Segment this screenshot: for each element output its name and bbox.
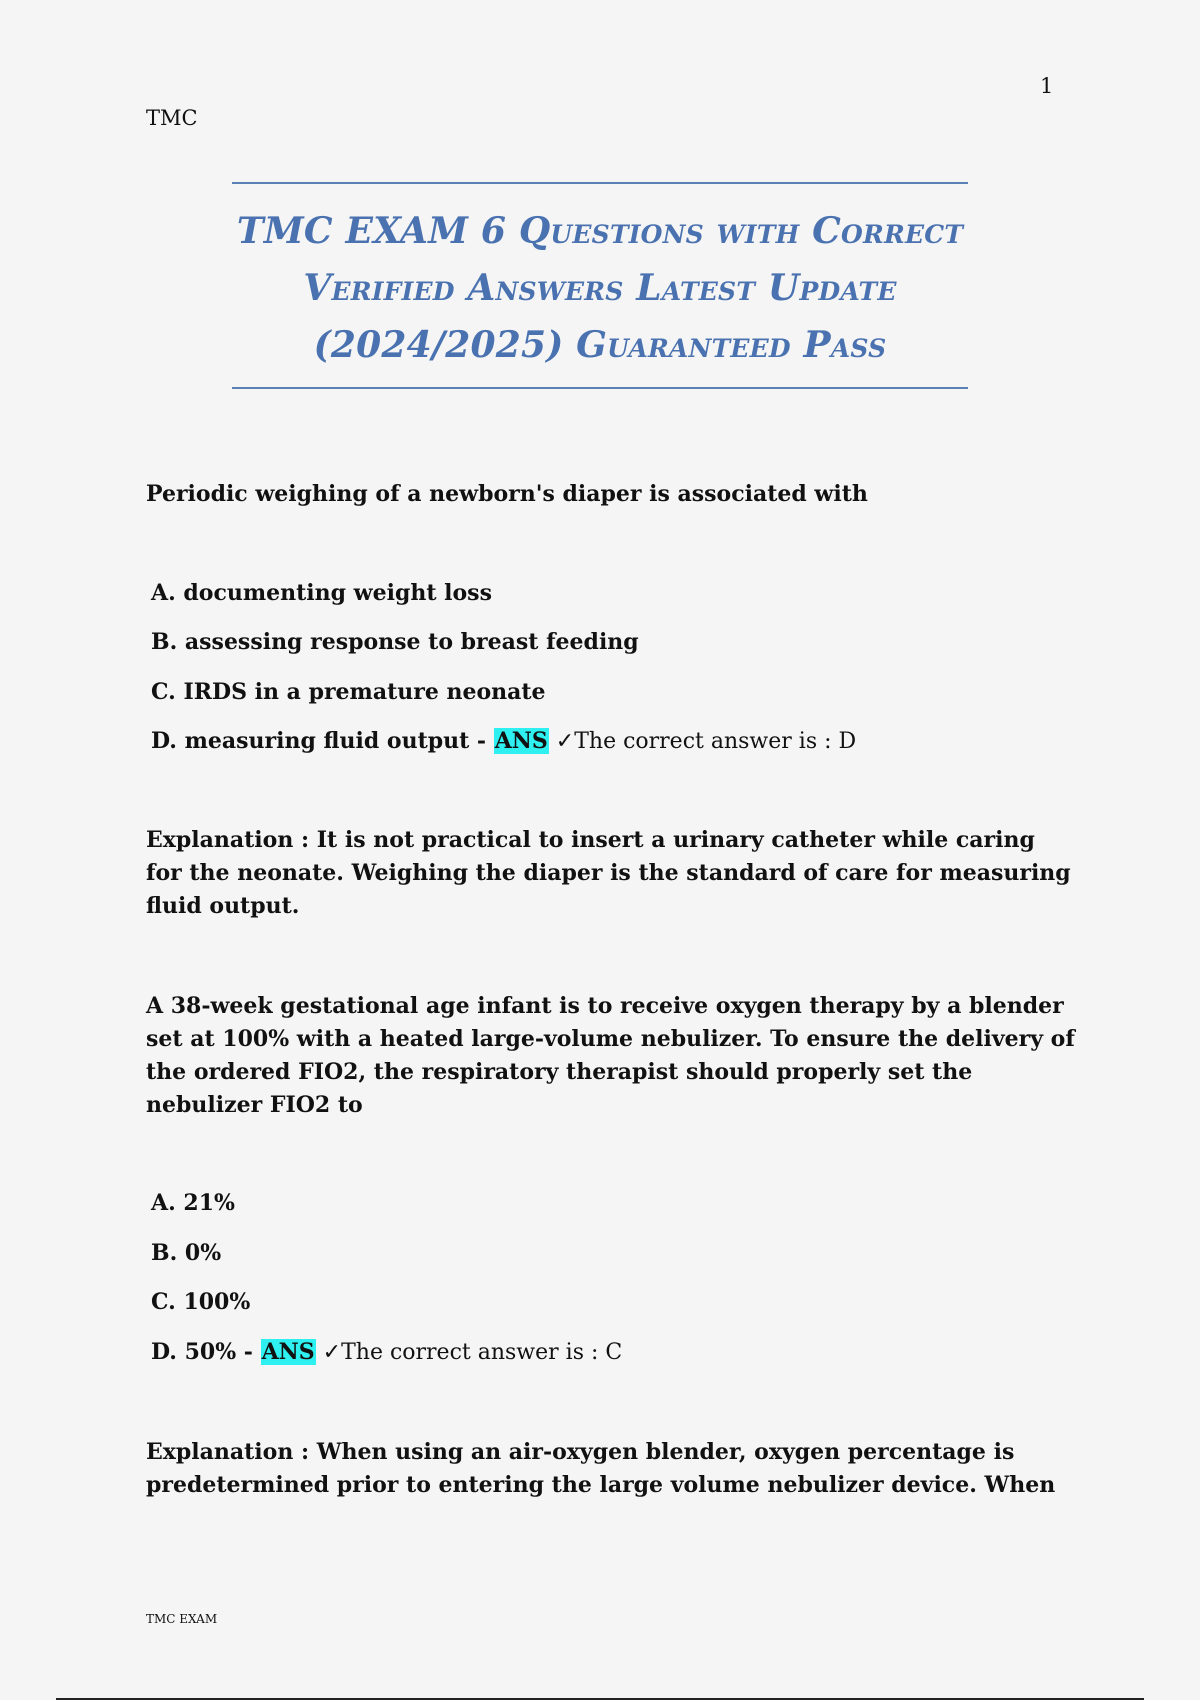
question-1-explanation: Explanation : It is not practical to insert a urinary catheter while caring for the neonate. Weighing the diaper is the standard of care for measuring fluid output.: [146, 827, 1071, 919]
question-2-stem: A 38-week gestational age infant is to receive oxygen therapy by a blender set at 100% with a heated large-volume nebulizer. To ensure the delivery of the ordered FIO2, the respiratory therapist should properly set the nebulizer FIO2 to: [146, 993, 1075, 1118]
question-1-option-c: C. IRDS in a premature neonate: [151, 679, 546, 705]
question-2-explanation: Explanation : When using an air-oxygen blender, oxygen percentage is predetermined prior to entering the large volume nebulizer device. When: [146, 1439, 1056, 1498]
title-bottom-rule: [232, 387, 968, 389]
title-line-2: Verified Answers Latest Update: [303, 267, 897, 309]
answer-badge: ANS: [494, 728, 548, 754]
question-2-option-c: C. 100%: [151, 1289, 251, 1315]
question-1-option-a: A. documenting weight loss: [151, 580, 492, 606]
question-1-option-d-text: D. measuring fluid output -: [151, 728, 494, 754]
question-2-option-a: A. 21%: [151, 1190, 235, 1216]
answer-text: ✓The correct answer is : C: [315, 1340, 623, 1365]
page-number: 1: [1040, 74, 1054, 98]
question-2-option-b: B. 0%: [151, 1240, 222, 1266]
running-footer: TMC EXAM: [146, 1612, 218, 1626]
question-1-stem: Periodic weighing of a newborn's diaper is associated with: [146, 481, 868, 507]
title-line-1: TMC EXAM 6 Questions with Correct: [236, 210, 964, 252]
title-top-rule: [232, 182, 968, 184]
title-line-3: (2024/2025) Guaranteed Pass: [313, 324, 887, 366]
question-2-option-d: [151, 1336, 622, 1369]
document-title: [200, 203, 1000, 374]
question-1-option-d: [151, 725, 856, 758]
question-2-option-d-text: D. 50% -: [151, 1339, 261, 1365]
running-header: TMC: [146, 106, 198, 130]
answer-text: ✓The correct answer is : D: [548, 729, 857, 754]
answer-badge: ANS: [261, 1339, 315, 1365]
question-1-option-b: B. assessing response to breast feeding: [151, 629, 639, 655]
